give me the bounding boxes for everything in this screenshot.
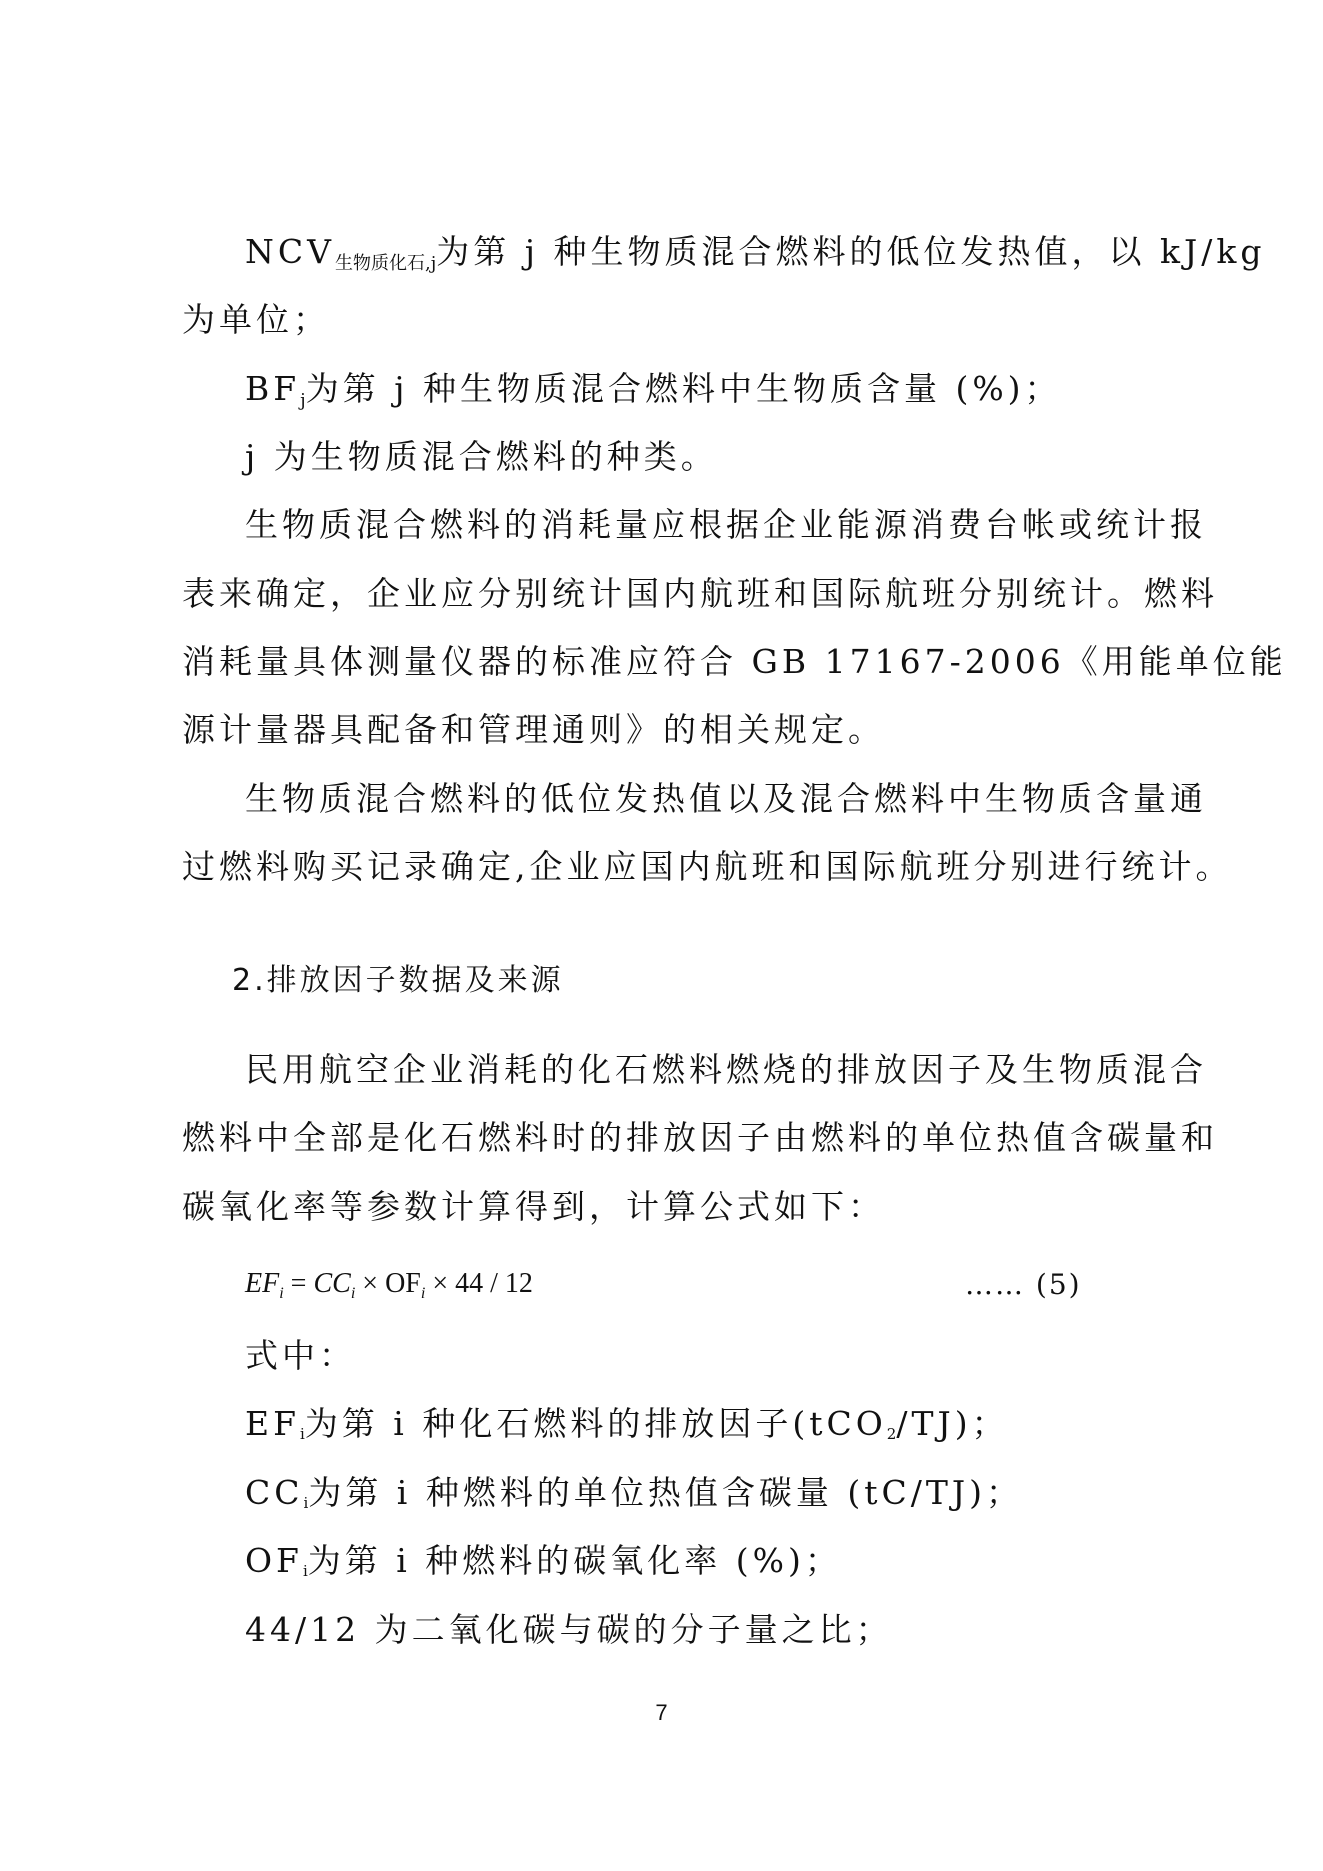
of-definition xyxy=(245,1541,1185,1591)
of-subscript: i xyxy=(302,1562,308,1580)
ef-text: 为第 i 种化石燃料的排放因子(tCO xyxy=(304,1404,887,1443)
formula-equals: = xyxy=(283,1268,314,1299)
para1-line4: 源计量器具配备和管理通则》的相关规定。 xyxy=(182,710,885,749)
ncv-text: 为第 j 种生物质混合燃料的低位发热值，以 kJ/kg xyxy=(436,232,1266,271)
para1-line1: 生物质混合燃料的消耗量应根据企业能源消费台帐或统计报 xyxy=(245,505,1207,544)
formula-cc: CC xyxy=(313,1268,351,1299)
formula-of: OF xyxy=(385,1268,421,1299)
cc-definition xyxy=(245,1473,1185,1523)
section-heading: 2.排放因子数据及来源 xyxy=(232,963,564,998)
bf-symbol: BF xyxy=(245,369,301,408)
j-definition: j 为生物质混合燃料的种类。 xyxy=(245,437,718,476)
formula-ef: EF xyxy=(245,1268,280,1299)
formula-sub-i-3: i xyxy=(420,1285,426,1302)
emission-factor-formula xyxy=(245,1268,533,1303)
formula-times-1: × xyxy=(355,1268,386,1299)
formula-times-2: × xyxy=(425,1268,456,1299)
para2-line2: 过燃料购买记录确定,企业应国内航班和国际航班分别进行统计。 xyxy=(182,847,1233,886)
of-text: 为第 i 种燃料的碳氧化率 (%)； xyxy=(307,1541,842,1580)
ncv-definition xyxy=(245,232,1266,284)
bf-definition xyxy=(245,369,1185,421)
page-number: 7 xyxy=(655,1700,668,1725)
para3-line3: 碳氧化率等参数计算得到，计算公式如下： xyxy=(182,1187,885,1226)
formula-sub-i-1: i xyxy=(279,1285,284,1302)
bf-subscript: j xyxy=(300,390,306,411)
ratio-definition: 44/12 为二氧化碳与碳的分子量之比； xyxy=(245,1610,893,1649)
ef-subscript: i xyxy=(300,1425,305,1443)
para3-line1: 民用航空企业消耗的化石燃料燃烧的排放因子及生物质混合 xyxy=(245,1050,1207,1089)
where-label: 式中： xyxy=(245,1336,356,1375)
cc-text: 为第 i 种燃料的单位热值含碳量 (tC/TJ)； xyxy=(308,1473,1023,1512)
ef-text-tail: /TJ)； xyxy=(896,1404,1009,1443)
ef-definition xyxy=(245,1404,1185,1454)
bf-text: 为第 j 种生物质混合燃料中生物质含量 (%)； xyxy=(305,369,1062,408)
ncv-subscript: 生物质化石,j xyxy=(334,253,437,274)
ncv-continuation: 为单位； xyxy=(182,300,330,339)
para1-line2: 表来确定，企业应分别统计国内航班和国际航班分别统计。燃料 xyxy=(182,574,1218,613)
cc-subscript: i xyxy=(303,1494,309,1512)
co2-subscript: 2 xyxy=(886,1425,897,1443)
ncv-symbol: NCV xyxy=(245,232,335,271)
para1-line3: 消耗量具体测量仪器的标准应符合 GB 17167-2006《用能单位能 xyxy=(182,642,1287,681)
formula-sub-i-2: i xyxy=(350,1285,356,1302)
cc-symbol: CC xyxy=(245,1473,304,1512)
formula-ratio: 44 / 12 xyxy=(455,1268,533,1299)
of-symbol: OF xyxy=(245,1541,303,1580)
para2-line1: 生物质混合燃料的低位发热值以及混合燃料中生物质含量通 xyxy=(245,779,1207,818)
ef-symbol: EF xyxy=(245,1404,300,1443)
equation-number: …… (5) xyxy=(965,1268,1082,1301)
para3-line2: 燃料中全部是化石燃料时的排放因子由燃料的单位热值含碳量和 xyxy=(182,1118,1218,1157)
